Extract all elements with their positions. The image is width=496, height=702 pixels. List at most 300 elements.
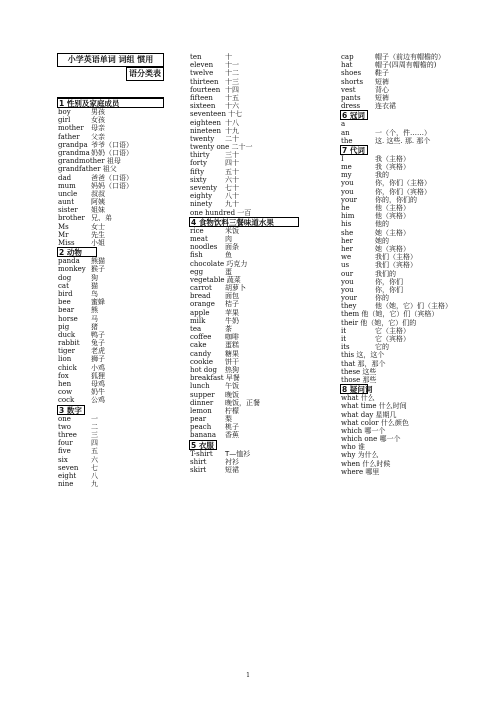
chinese-meaning: 她（宾格） <box>375 244 410 253</box>
column-1 <box>57 53 164 488</box>
chinese-meaning: 你，你们 <box>375 277 403 286</box>
title-line-2-wrap <box>57 67 164 81</box>
english-word: carrot <box>190 284 212 293</box>
vocab-row <box>340 237 450 245</box>
chinese-meaning: 十一 <box>225 61 239 70</box>
chinese-meaning: 奶奶（口语） <box>91 148 133 157</box>
english-word: grandpa <box>58 140 88 149</box>
chinese-meaning: 母鸡 <box>91 380 105 388</box>
title-box <box>57 53 164 67</box>
vocab-row <box>57 364 164 372</box>
chinese-meaning: 胡萝卜 <box>225 284 246 293</box>
chinese-meaning: 他（她，它）们（主格） <box>375 302 452 311</box>
english-word: it <box>341 335 347 343</box>
chinese-meaning: 六十 <box>225 175 239 184</box>
chinese-meaning: 咖啡 <box>225 333 239 342</box>
vocab-row <box>340 155 450 163</box>
chinese-meaning: 你，你们 <box>375 285 403 294</box>
vocab-row <box>189 176 299 184</box>
page-number: 1 <box>246 672 250 679</box>
english-word: you <box>341 285 354 294</box>
vocab-row <box>340 376 450 384</box>
vocab-entry: grandfather 祖父 <box>58 165 117 174</box>
chinese-meaning: 六 <box>91 455 98 464</box>
chinese-meaning: 糖果 <box>225 349 239 358</box>
english-word: eight <box>58 471 77 480</box>
chinese-meaning: 十九 <box>225 126 239 135</box>
english-word: cat <box>58 281 69 290</box>
english-word: hat <box>341 61 353 70</box>
chinese-meaning: 蛋糕 <box>225 341 239 350</box>
chinese-meaning: 爷爷（口语） <box>91 140 133 149</box>
chinese-meaning: 帽子(四周有帽檐的) <box>375 61 437 70</box>
chinese-meaning: 八 <box>91 471 98 480</box>
english-word: mum <box>58 181 76 190</box>
english-word: you <box>341 277 354 286</box>
vocab-row <box>340 278 450 286</box>
vocab-row <box>57 456 164 464</box>
chinese-meaning: 午饭 <box>225 382 239 391</box>
chinese-meaning: 他（主格） <box>375 204 410 212</box>
section-heading: 8 疑问词 <box>342 385 373 395</box>
vocab-row <box>189 415 299 423</box>
english-word: dad <box>58 173 72 182</box>
chinese-meaning: 鱼 <box>225 251 232 260</box>
chinese-meaning: 叔叔 <box>91 189 105 198</box>
chinese-meaning: 我们的 <box>375 269 396 278</box>
chinese-meaning: 妈妈（口语） <box>91 181 133 190</box>
vocab-row <box>57 464 164 472</box>
english-word: pear <box>190 415 207 424</box>
english-word: boy <box>58 108 71 116</box>
chinese-meaning: 我（主格） <box>375 154 410 163</box>
vocab-row <box>340 163 450 171</box>
vocab-row <box>340 212 450 220</box>
chinese-meaning: 短裙 <box>225 466 239 474</box>
vocab-row <box>189 159 299 167</box>
english-word: rabbit <box>58 339 80 348</box>
vocab-row <box>340 137 450 145</box>
chinese-meaning: 十六 <box>225 102 239 111</box>
chinese-meaning: 兄、弟 <box>91 214 112 223</box>
english-word: him <box>341 212 355 221</box>
chinese-meaning: 它（宾格） <box>375 335 410 343</box>
vocab-row <box>340 351 450 359</box>
chinese-meaning: 晚饭，正餐 <box>225 398 260 407</box>
english-word: Mr <box>58 230 69 239</box>
chinese-meaning: 鸭子 <box>91 330 105 339</box>
chinese-meaning: 五 <box>91 447 98 456</box>
vocab-row <box>189 192 299 200</box>
english-word: cock <box>58 396 75 405</box>
chinese-meaning: 小鸡 <box>91 363 105 372</box>
chinese-meaning: 爸爸（口语） <box>91 173 133 182</box>
english-word: eleven <box>190 61 214 70</box>
vocab-row <box>189 69 299 77</box>
chinese-meaning: 八十 <box>225 192 239 201</box>
chinese-meaning: 他的 <box>375 220 389 229</box>
vocab-row <box>189 251 299 259</box>
english-word: fish <box>190 251 203 260</box>
chinese-meaning: 柠檬 <box>225 406 239 415</box>
english-word: T-shirt <box>190 449 213 458</box>
chinese-meaning: 十四 <box>225 85 239 94</box>
vocab-entry: that 那，那个 <box>341 359 386 368</box>
vocab-entry: what time 什么时间 <box>341 402 407 411</box>
column-3-body <box>340 53 450 476</box>
vocab-row <box>57 282 164 290</box>
chinese-meaning: 短裤 <box>375 77 389 86</box>
section-heading: 3 数字 <box>57 405 85 415</box>
english-word: forty <box>190 159 207 168</box>
chinese-meaning: 鸟 <box>91 289 98 298</box>
english-word: grandma <box>58 148 90 157</box>
english-word: coffee <box>190 333 212 342</box>
english-word: a <box>341 120 346 129</box>
vocab-entry: where 哪里 <box>341 467 380 476</box>
vocab-row <box>189 350 299 358</box>
vocab-entry: who 谁 <box>341 443 365 452</box>
vocab-row <box>57 447 164 455</box>
vocab-row <box>189 407 299 415</box>
vocab-entry: breakfast 早餐 <box>190 374 240 383</box>
english-word: seven <box>58 463 79 472</box>
vocab-row <box>57 415 164 423</box>
chinese-meaning: 一（个，件……） <box>375 128 431 137</box>
vocab-row <box>189 300 299 308</box>
vocab-row <box>57 182 164 190</box>
english-word: cap <box>341 53 354 61</box>
vocab-row <box>189 382 299 390</box>
english-word: he <box>341 204 350 212</box>
vocab-row <box>57 339 164 347</box>
chinese-meaning: 五十 <box>225 167 239 176</box>
vocab-entry: which one 哪一个 <box>341 435 401 444</box>
chinese-meaning: 肉 <box>225 234 232 243</box>
chinese-meaning: 它（主格） <box>375 326 410 335</box>
english-word: orange <box>190 300 215 309</box>
chinese-meaning: 蜜蜂 <box>91 298 105 307</box>
chinese-meaning: 九 <box>91 480 98 489</box>
vocab-row <box>340 102 450 110</box>
english-word: his <box>341 220 352 229</box>
vocab-row <box>340 204 450 212</box>
english-word: noodles <box>190 243 218 252</box>
chinese-meaning: 桃子 <box>225 423 239 432</box>
vocab-row <box>340 94 450 102</box>
english-word: its <box>341 343 350 352</box>
english-word: seventy <box>190 184 218 192</box>
vocab-entry: which 哪一个 <box>341 426 386 435</box>
chinese-meaning: 背心 <box>375 85 389 94</box>
vocab-row <box>340 419 450 427</box>
vocab-row <box>57 306 164 314</box>
english-word: fourteen <box>190 85 221 94</box>
english-word: Miss <box>58 239 75 247</box>
english-word: hot dog <box>190 365 217 374</box>
english-word: four <box>58 439 73 448</box>
vocab-row <box>57 423 164 431</box>
vocab-row <box>189 110 299 118</box>
vocab-row <box>340 402 450 410</box>
chinese-meaning: 你，你们（主格） <box>375 179 431 188</box>
vocab-entry: why 为什么 <box>341 451 379 460</box>
english-word: your <box>341 195 358 204</box>
chinese-meaning: 十二 <box>225 69 239 78</box>
chinese-meaning: 十八 <box>225 118 239 127</box>
chinese-meaning: 姐妹 <box>91 206 105 215</box>
vocab-row <box>57 472 164 480</box>
chinese-meaning: 茶 <box>225 325 232 333</box>
vocab-entry: when 什么时候 <box>341 459 391 468</box>
chinese-meaning: 它的 <box>375 343 389 352</box>
vocab-row <box>189 78 299 86</box>
vocab-row <box>340 310 450 318</box>
vocab-row <box>57 223 164 231</box>
vocab-row <box>189 227 299 235</box>
chinese-meaning: 苹果 <box>225 308 239 317</box>
vocab-row <box>189 431 299 439</box>
english-word: brother <box>58 214 85 223</box>
english-word: duck <box>58 330 76 339</box>
vocab-row <box>189 61 299 69</box>
english-word: vest <box>341 85 356 94</box>
english-word: sister <box>58 206 78 215</box>
vocab-row <box>340 120 450 128</box>
english-word: bread <box>190 292 211 301</box>
english-word: you <box>341 179 354 188</box>
chinese-meaning: 九十 <box>225 200 239 209</box>
vocab-row <box>189 292 299 300</box>
english-word: fox <box>58 371 69 380</box>
english-word: father <box>58 132 80 141</box>
vocab-row <box>340 286 450 294</box>
vocab-row <box>189 358 299 366</box>
chinese-meaning: 我们（宾格） <box>375 261 417 270</box>
vocab-entry: seventeen 十七 <box>190 110 243 119</box>
chinese-meaning: 米饭 <box>225 226 239 235</box>
vocab-row <box>57 108 164 116</box>
english-word: the <box>341 136 353 145</box>
vocab-row <box>189 53 299 61</box>
vocab-row <box>57 372 164 380</box>
vocab-row <box>340 451 450 459</box>
chinese-meaning: 她的 <box>375 236 389 245</box>
english-word: fifty <box>190 167 205 176</box>
english-word: your <box>341 294 358 303</box>
vocab-row <box>57 165 164 173</box>
english-word: monkey <box>58 265 86 274</box>
english-word: mother <box>58 124 84 133</box>
vocab-row <box>340 368 450 376</box>
vocab-row <box>340 179 450 187</box>
vocab-row <box>340 319 450 327</box>
chinese-meaning: 鞋子 <box>375 69 389 78</box>
vocab-row <box>189 235 299 243</box>
english-word: her <box>341 244 353 253</box>
english-word: nine <box>58 480 74 489</box>
chinese-meaning: 我（宾格） <box>375 163 410 172</box>
chinese-meaning: 四 <box>91 439 98 448</box>
vocab-row <box>340 220 450 228</box>
vocab-row <box>57 174 164 182</box>
vocab-row <box>189 391 299 399</box>
chinese-meaning: 面条 <box>225 243 239 252</box>
vocab-entry: their 他（她，它）们的 <box>341 318 417 327</box>
english-word: lion <box>58 355 72 364</box>
chinese-meaning: 公鸡 <box>91 396 105 405</box>
vocab-row <box>189 341 299 349</box>
vocab-row <box>340 335 450 343</box>
chinese-meaning: 三 <box>91 430 98 439</box>
vocab-row <box>57 274 164 282</box>
english-word: bear <box>58 306 75 315</box>
vocab-row <box>340 196 450 204</box>
vocab-row <box>340 468 450 476</box>
english-word: our <box>341 269 354 278</box>
chinese-meaning: 马 <box>91 314 98 323</box>
english-word: dinner <box>190 398 214 407</box>
english-word: fifteen <box>190 93 213 102</box>
english-word: one <box>58 414 71 423</box>
vocab-row <box>57 298 164 306</box>
title-line-1: 小学英语单词 词组 惯用 <box>67 55 154 64</box>
vocab-row <box>189 276 299 284</box>
chinese-meaning: 十三 <box>225 77 239 86</box>
chinese-meaning: 老虎 <box>91 347 105 356</box>
chinese-meaning: 七十 <box>225 184 239 192</box>
english-word: banana <box>190 431 217 440</box>
vocab-row <box>340 427 450 435</box>
section-heading: 1 性别及家庭成员 <box>57 98 164 108</box>
section-heading: 4 食物饮料三餐味道水果 <box>189 217 299 227</box>
chinese-meaning: 牛奶 <box>225 316 239 325</box>
vocab-row <box>189 458 299 466</box>
chinese-meaning: 熊猫 <box>91 257 105 266</box>
english-word: candy <box>190 349 212 358</box>
vocab-row <box>189 209 299 217</box>
vocab-row <box>189 399 299 407</box>
chinese-meaning: 她（主格） <box>375 228 410 237</box>
column-2-body <box>189 53 299 474</box>
vocab-row <box>189 284 299 292</box>
english-word: Ms <box>58 222 69 231</box>
section-heading: 5 衣服 <box>189 440 217 450</box>
vocab-row <box>340 411 450 419</box>
vocab-row <box>340 61 450 69</box>
chinese-meaning: 四十 <box>225 159 239 168</box>
vocab-entry: those 那些 <box>341 375 377 384</box>
chinese-meaning: 帽子（前边有帽檐的） <box>375 53 445 61</box>
chinese-meaning: 先生 <box>91 230 105 239</box>
vocab-entry: this 这，这个 <box>341 351 385 360</box>
english-word: it <box>341 326 347 335</box>
vocab-entry: twenty one 二十一 <box>190 143 253 152</box>
vocab-row <box>189 168 299 176</box>
english-word: ninety <box>190 200 213 209</box>
english-word: sixteen <box>190 102 216 111</box>
english-word: us <box>341 261 350 270</box>
vocab-row <box>57 480 164 488</box>
vocab-row <box>340 69 450 77</box>
english-word: lemon <box>190 406 212 415</box>
vocab-row <box>57 431 164 439</box>
section-heading: 2 动物 <box>57 247 97 257</box>
vocab-row <box>57 149 164 157</box>
vocab-row <box>189 366 299 374</box>
vocab-row <box>189 309 299 317</box>
vocab-row <box>57 323 164 331</box>
chinese-meaning: 猫 <box>91 281 98 290</box>
vocab-row <box>340 229 450 237</box>
vocab-row <box>57 231 164 239</box>
english-word: an <box>341 128 350 137</box>
english-word: thirteen <box>190 77 219 86</box>
vocab-row <box>189 325 299 333</box>
chinese-meaning: 女孩 <box>91 116 105 125</box>
english-word: hen <box>58 380 72 388</box>
english-word: her <box>341 236 353 245</box>
chinese-meaning: 他（宾格） <box>375 212 410 221</box>
english-word: tea <box>190 325 202 333</box>
english-word: chick <box>58 363 77 372</box>
vocab-entry: chocolate 巧克力 <box>190 259 248 268</box>
english-word: eighteen <box>190 118 221 127</box>
english-word: meat <box>190 234 208 243</box>
chinese-meaning: 小姐 <box>91 239 105 247</box>
english-word: you <box>341 187 354 196</box>
column-2 <box>189 53 299 474</box>
vocab-row <box>57 439 164 447</box>
english-word: my <box>341 171 352 180</box>
chinese-meaning: 十 <box>225 53 232 61</box>
english-word: tiger <box>58 347 76 356</box>
english-word: ten <box>190 53 202 61</box>
english-word: pig <box>58 322 70 331</box>
vocab-row <box>189 86 299 94</box>
vocab-row <box>57 124 164 132</box>
chinese-meaning: 我的 <box>375 171 389 180</box>
vocab-row <box>57 116 164 124</box>
english-word: shoes <box>341 69 362 78</box>
vocab-row <box>57 239 164 247</box>
english-word: cake <box>190 341 207 350</box>
chinese-meaning: 蛋 <box>225 267 232 276</box>
chinese-meaning: 热狗 <box>225 365 239 374</box>
chinese-meaning: 二十 <box>225 134 239 143</box>
english-word: dress <box>341 102 361 111</box>
title-line-2: 语分类表 <box>126 67 164 81</box>
chinese-meaning: 梨 <box>225 415 232 424</box>
section-heading: 7 代词 <box>340 145 368 155</box>
chinese-meaning: 十五 <box>225 93 239 102</box>
chinese-meaning: T—恤衫 <box>225 449 251 458</box>
chinese-meaning: 女士 <box>91 222 105 231</box>
english-word: she <box>341 228 354 237</box>
vocab-row <box>189 127 299 135</box>
english-word: skirt <box>190 466 207 474</box>
chinese-meaning: 面包 <box>225 292 239 301</box>
vocab-row <box>189 260 299 268</box>
chinese-meaning: 衬衫 <box>225 457 239 466</box>
vocab-row <box>340 86 450 94</box>
vocab-row <box>189 135 299 143</box>
english-word: six <box>58 455 68 464</box>
english-word: aunt <box>58 198 75 207</box>
chinese-meaning: 父亲 <box>91 132 105 141</box>
chinese-meaning: 狮子 <box>91 355 105 364</box>
english-word: twelve <box>190 69 214 78</box>
